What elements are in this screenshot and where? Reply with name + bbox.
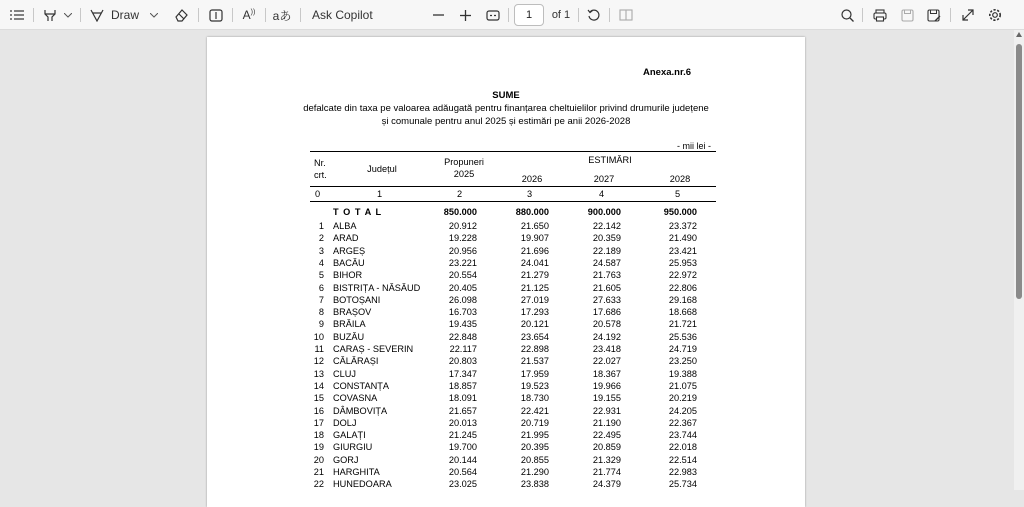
cell-v2025: 20.554 xyxy=(448,270,477,281)
cell-v2027: 24.587 xyxy=(592,257,621,268)
toolbar-divider xyxy=(578,8,579,22)
text-box-icon[interactable] xyxy=(206,0,226,30)
toolbar-divider xyxy=(609,8,610,22)
cell-v2028: 18.668 xyxy=(668,307,697,318)
cell-v2026: 20.395 xyxy=(520,442,549,453)
cell-judet: ALBA xyxy=(333,221,357,231)
cell-v2026: 17.293 xyxy=(520,307,549,318)
cell-nr: 9 xyxy=(318,319,324,330)
expand-icon[interactable] xyxy=(959,0,977,30)
cell-judet: BRAȘOV xyxy=(333,307,372,318)
draw-button[interactable] xyxy=(90,0,146,30)
cell-v2026: 21.125 xyxy=(520,282,549,293)
cell-judet: HUNEDOARA xyxy=(333,479,392,490)
chevron-down-icon[interactable] xyxy=(148,0,160,30)
cell-v2028: 21.721 xyxy=(668,319,697,330)
save-icon[interactable] xyxy=(898,0,916,30)
toolbar-divider xyxy=(508,8,509,22)
toolbar-divider xyxy=(198,8,199,22)
cell-v2025: 17.347 xyxy=(448,368,477,379)
cell-v2027: 21.329 xyxy=(592,454,621,465)
cell-judet: CARAȘ - SEVERIN xyxy=(333,344,414,354)
scrollbar-thumb[interactable] xyxy=(1016,44,1022,299)
cell-v2025: 22.848 xyxy=(448,331,477,342)
cell-v2026: 20.855 xyxy=(520,454,549,465)
column-index-5: 5 xyxy=(675,189,681,199)
cell-v2027: 19.966 xyxy=(592,380,621,391)
cell-nr: 5 xyxy=(318,270,324,281)
cell-v2028: 23.372 xyxy=(668,221,697,231)
cell-v2025: 20.956 xyxy=(448,245,477,256)
cell-judet: CĂLĂRAȘI xyxy=(333,356,379,367)
cell-nr: 16 xyxy=(313,405,324,416)
column-index-3: 3 xyxy=(527,189,533,199)
page-number-input[interactable]: 1 xyxy=(514,4,544,26)
cell-v2027: 21.190 xyxy=(592,417,621,428)
cell-v2028: 22.806 xyxy=(668,282,697,293)
zoom-in-icon[interactable] xyxy=(457,0,473,30)
cell-v2027: 23.418 xyxy=(592,344,621,354)
highlight-icon[interactable] xyxy=(40,0,60,30)
cell-judet: GALAȚI xyxy=(333,430,366,441)
read-aloud-icon[interactable]: A)) xyxy=(242,8,256,22)
cell-v2027: 19.155 xyxy=(592,393,621,404)
cell-judet: CONSTANȚA xyxy=(333,380,389,391)
cell-v2027: 22.189 xyxy=(592,245,621,256)
cell-v2025: 20.013 xyxy=(448,417,477,428)
cell-v2028: 25.953 xyxy=(668,257,697,268)
cell-v2025: 21.245 xyxy=(448,430,477,441)
cell-v2027: 27.633 xyxy=(592,294,621,305)
toolbar-divider xyxy=(33,8,34,22)
cell-nr: 22 xyxy=(313,479,324,490)
pdf-page xyxy=(207,37,805,507)
cell-v2025: 22.117 xyxy=(449,344,477,354)
cell-v2026: 21.696 xyxy=(520,245,549,256)
cell-judet: CLUJ xyxy=(333,368,356,379)
cell-v2025: 20.144 xyxy=(448,454,477,465)
cell-v2025: 18.091 xyxy=(448,393,477,404)
header-2027: 2027 xyxy=(593,174,615,184)
rotate-icon[interactable] xyxy=(585,0,603,30)
gear-icon[interactable] xyxy=(986,0,1004,30)
cell-nr: 2 xyxy=(318,233,324,244)
cell-v2026: 19.523 xyxy=(520,380,549,391)
cell-v2026: 19.907 xyxy=(520,233,549,244)
search-icon[interactable] xyxy=(838,0,856,30)
cell-v2026: 22.898 xyxy=(520,344,549,354)
total-label: T O T A L xyxy=(333,207,383,217)
cell-v2025: 20.912 xyxy=(448,221,477,231)
document-subtitle-line2: și comunale pentru anul 2025 și estimări pe anii 2026-2028 xyxy=(381,116,631,127)
cell-v2028: 24.205 xyxy=(668,405,697,416)
header-2026: 2026 xyxy=(521,174,543,184)
cell-judet: DÂMBOVIȚA xyxy=(333,405,388,416)
cell-nr: 15 xyxy=(313,393,324,404)
cell-v2028: 25.734 xyxy=(668,479,697,490)
header-judet: Județul xyxy=(367,164,397,174)
cell-v2028: 23.744 xyxy=(668,430,697,441)
cell-v2025: 19.435 xyxy=(448,319,477,330)
cell-v2026: 21.650 xyxy=(520,221,549,231)
header-bottom-rule xyxy=(310,186,716,187)
cell-nr: 19 xyxy=(313,442,324,453)
cell-nr: 13 xyxy=(313,368,324,379)
cell-judet: BISTRIȚA - NĂSĂUD xyxy=(333,282,421,293)
two-page-view-icon[interactable] xyxy=(617,0,635,30)
chevron-down-icon[interactable] xyxy=(62,0,74,30)
cell-v2025: 20.803 xyxy=(448,356,477,367)
cell-judet: BIHOR xyxy=(333,270,363,281)
toolbar-divider xyxy=(265,8,266,22)
header-crt: crt. xyxy=(314,170,327,180)
draw-label: Draw xyxy=(111,8,140,22)
cell-judet: DOLJ xyxy=(333,417,357,428)
toolbar-divider xyxy=(232,8,233,22)
document-title: SUME xyxy=(492,90,520,101)
cell-judet: BOTOȘANI xyxy=(333,294,381,305)
cell-nr: 17 xyxy=(313,417,324,428)
cell-v2026: 21.279 xyxy=(520,270,549,281)
cell-v2026: 27.019 xyxy=(520,294,549,305)
cell-v2025: 21.657 xyxy=(448,405,477,416)
cell-v2028: 23.250 xyxy=(668,356,697,367)
cell-nr: 14 xyxy=(313,380,324,391)
cell-v2028: 22.018 xyxy=(668,442,697,453)
cell-v2027: 21.605 xyxy=(592,282,621,293)
table-top-rule xyxy=(310,151,716,152)
cell-v2026: 23.654 xyxy=(520,331,549,342)
cell-v2027: 24.379 xyxy=(592,479,621,490)
cell-v2026: 21.995 xyxy=(520,430,549,441)
index-bottom-rule xyxy=(310,201,716,202)
cell-judet: BRĂILA xyxy=(333,319,366,330)
contents-icon[interactable] xyxy=(6,0,28,30)
cell-v2028: 19.388 xyxy=(668,368,697,379)
cell-nr: 6 xyxy=(318,282,324,293)
cell-v2025: 26.098 xyxy=(448,294,477,305)
cell-v2028: 21.490 xyxy=(668,233,697,244)
zoom-out-icon[interactable] xyxy=(430,0,446,30)
cell-v2026: 20.121 xyxy=(520,319,549,330)
cell-judet: BACĂU xyxy=(333,257,365,268)
cell-v2028: 22.367 xyxy=(668,417,697,428)
cell-v2027: 21.763 xyxy=(592,270,621,281)
cell-v2026: 23.838 xyxy=(520,479,549,490)
cell-v2025: 16.703 xyxy=(448,307,477,318)
cell-v2026: 21.537 xyxy=(520,356,549,367)
cell-nr: 21 xyxy=(313,467,324,477)
print-icon[interactable] xyxy=(871,0,889,30)
cell-v2025: 19.700 xyxy=(448,442,477,453)
cell-v2028: 29.168 xyxy=(668,294,697,305)
pdf-toolbar xyxy=(0,0,1024,30)
cell-v2028: 25.536 xyxy=(668,331,697,342)
cell-nr: 12 xyxy=(313,356,324,367)
ask-copilot-label: Ask Copilot xyxy=(312,8,373,22)
cell-v2025: 19.228 xyxy=(448,233,477,244)
scroll-up-icon[interactable] xyxy=(1016,32,1022,37)
cell-v2025: 20.405 xyxy=(448,282,477,293)
header-propuneri-year: 2025 xyxy=(453,169,475,179)
header-2028: 2028 xyxy=(669,174,691,184)
toolbar-divider xyxy=(300,8,301,22)
cell-v2028: 21.075 xyxy=(668,380,697,391)
total-2025: 850.000 xyxy=(443,207,477,217)
toolbar-divider xyxy=(862,8,863,22)
cell-v2026: 18.730 xyxy=(520,393,549,404)
cell-v2026: 20.719 xyxy=(520,417,549,428)
translate-icon[interactable]: aあ xyxy=(272,8,292,23)
cell-v2025: 18.857 xyxy=(448,380,477,391)
unit-label: - mii lei - xyxy=(677,141,711,151)
cell-judet: ARAD xyxy=(333,233,359,244)
total-2026: 880.000 xyxy=(515,207,549,217)
column-index-4: 4 xyxy=(599,189,605,199)
header-propuneri: Propuneri xyxy=(444,157,484,167)
column-index-0: 0 xyxy=(315,189,321,199)
cell-nr: 1 xyxy=(318,221,324,231)
cell-nr: 3 xyxy=(318,245,324,256)
cell-v2026: 21.290 xyxy=(520,467,549,477)
cell-judet: HARGHITA xyxy=(333,467,380,477)
cell-v2027: 22.142 xyxy=(592,221,621,231)
cell-v2028: 22.983 xyxy=(668,467,697,477)
cell-judet: COVASNA xyxy=(333,393,378,404)
cell-judet: GORJ xyxy=(333,454,359,465)
cell-v2026: 17.959 xyxy=(520,368,549,379)
cell-v2027: 18.367 xyxy=(592,368,621,379)
cell-v2027: 20.859 xyxy=(592,442,621,453)
cell-v2028: 23.421 xyxy=(668,245,697,256)
cell-nr: 4 xyxy=(318,257,324,268)
cell-nr: 18 xyxy=(313,430,324,441)
cell-v2027: 17.686 xyxy=(592,307,621,318)
column-index-2: 2 xyxy=(457,189,463,199)
header-estimari: ESTIMĂRI xyxy=(588,155,632,165)
cell-v2027: 20.359 xyxy=(592,233,621,244)
total-2028: 950.000 xyxy=(663,207,697,217)
cell-v2025: 23.221 xyxy=(448,257,477,268)
vertical-scrollbar[interactable] xyxy=(1014,30,1024,490)
cell-v2027: 20.578 xyxy=(592,319,621,330)
header-nr: Nr. xyxy=(314,158,326,168)
cell-judet: BUZĂU xyxy=(333,331,365,342)
draw-icon xyxy=(90,8,104,22)
cell-nr: 20 xyxy=(313,454,324,465)
cell-judet: GIURGIU xyxy=(333,442,373,453)
cell-v2026: 24.041 xyxy=(520,257,549,268)
save-as-icon[interactable] xyxy=(925,0,943,30)
cell-v2028: 22.514 xyxy=(668,454,697,465)
fit-page-icon[interactable] xyxy=(484,0,502,30)
cell-nr: 7 xyxy=(318,294,324,305)
cell-nr: 8 xyxy=(318,307,324,318)
document-subtitle-line1: defalcate din taxa pe valoarea adăugată pentru finanțarea cheltuielilor privind drumurile județene xyxy=(303,103,709,114)
cell-v2027: 22.027 xyxy=(592,356,621,367)
cell-v2028: 24.719 xyxy=(668,344,697,354)
cell-v2028: 20.219 xyxy=(668,393,697,404)
total-2027: 900.000 xyxy=(587,207,621,217)
cell-v2026: 22.421 xyxy=(520,405,549,416)
ask-copilot-button[interactable] xyxy=(312,0,382,30)
toolbar-divider xyxy=(950,8,951,22)
toolbar-divider xyxy=(80,8,81,22)
cell-v2027: 24.192 xyxy=(592,331,621,342)
cell-v2027: 22.495 xyxy=(592,430,621,441)
cell-nr: 11 xyxy=(314,344,324,354)
page-count: of 1 xyxy=(551,9,571,21)
eraser-icon[interactable] xyxy=(171,0,191,30)
cell-v2027: 22.931 xyxy=(592,405,621,416)
cell-nr: 10 xyxy=(313,331,324,342)
column-index-1: 1 xyxy=(377,189,383,199)
cell-v2028: 22.972 xyxy=(668,270,697,281)
cell-v2025: 23.025 xyxy=(448,479,477,490)
cell-judet: ARGEȘ xyxy=(333,245,366,256)
cell-v2025: 20.564 xyxy=(448,467,477,477)
cell-v2027: 21.774 xyxy=(592,467,621,477)
annex-label: Anexa.nr.6 xyxy=(643,67,692,78)
